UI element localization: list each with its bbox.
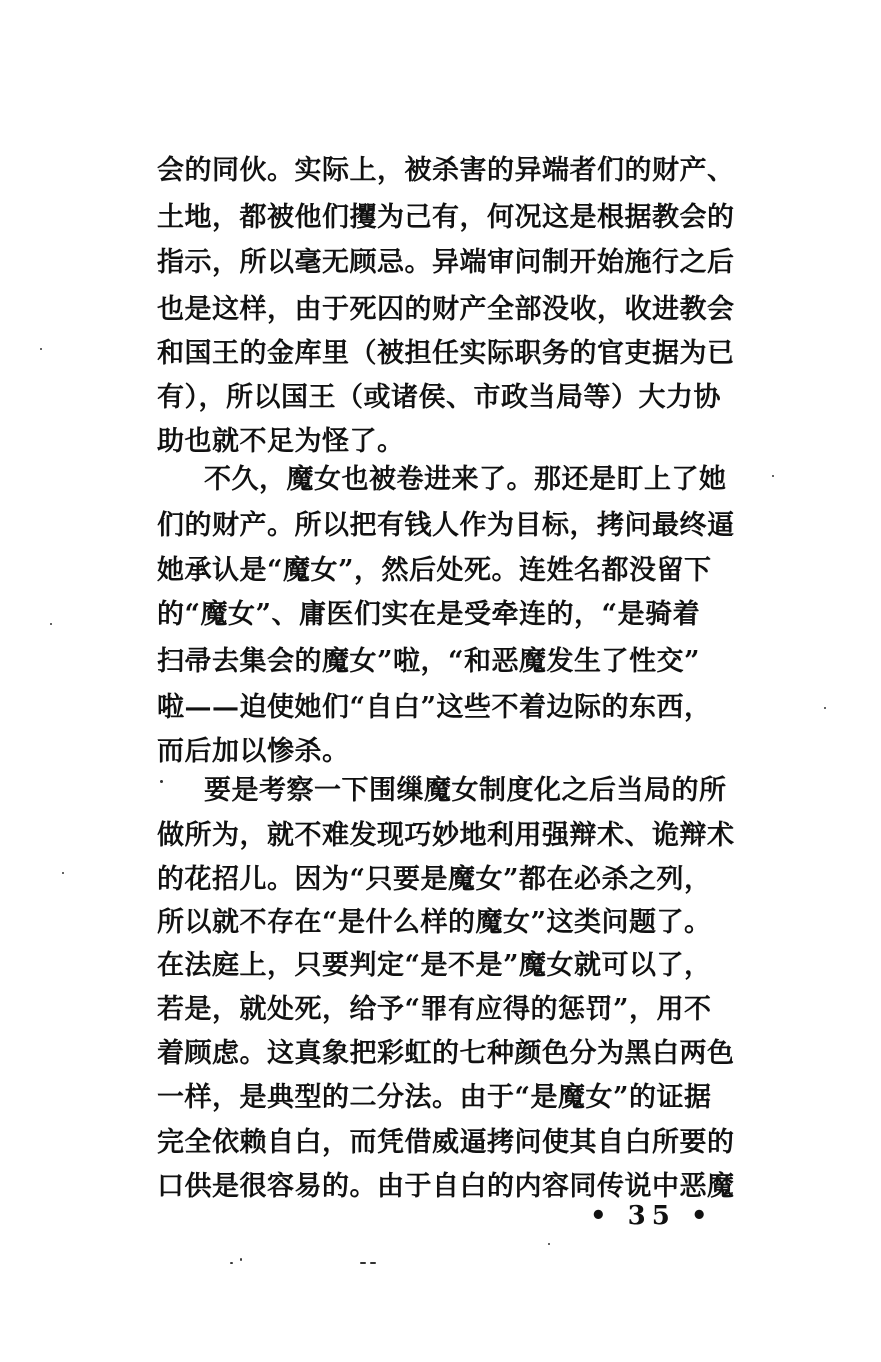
page-number: • 35 • [590,1201,714,1231]
text-line: 啦——迫使她们“自白”这些不着边际的东西， [157,692,712,723]
scan-speck [548,1243,550,1245]
text-line: 所以就不存在“是什么样的魔女”这类问题了。 [157,907,712,938]
scan-speck [62,872,64,874]
scan-speck [230,1262,233,1264]
text-line: 而后加以惨杀。 [157,736,350,767]
text-line: 也是这样，由于死囚的财产全部没收，收进教会 [157,294,735,325]
scan-speck [370,1262,376,1264]
text-line: 她承认是“魔女”，然后处死。连姓名都没留下 [157,555,712,586]
text-line: 有），所以国王（或诸侯、市政当局等）大力协 [157,382,721,413]
scan-speck [824,707,826,709]
text-line: 指示，所以毫无顾忌。异端审问制开始施行之后 [157,247,735,278]
text-line: 和国王的金库里（被担任实际职务的官吏据为已 [157,338,735,369]
text-line: 不久，魔女也被卷进来了。那还是盯上了她 [204,464,727,495]
scan-speck [50,623,52,625]
text-line: 扫帚去集会的魔女”啦，“和恶魔发生了性交” [157,646,701,677]
text-line: 会的同伙。实际上，被杀害的异端者们的财产、 [157,155,735,186]
text-line: 一样，是典型的二分法。由于“是魔女”的证据 [157,1082,712,1113]
text-line: 若是，就处死，给予“罪有应得的惩罚”，用不 [157,994,712,1025]
text-line: 在法庭上，只要判定“是不是”魔女就可以了， [157,950,712,981]
scan-speck [160,780,163,783]
text-line: 的花招儿。因为“只要是魔女”都在必杀之列， [157,864,712,895]
text-line: 土地，都被他们攫为己有，何况这是根据教会的 [157,202,735,233]
scan-speck [40,348,42,350]
text-line: 完全依赖自白，而凭借威逼拷问使其自白所要的 [157,1127,735,1158]
scan-speck [360,1262,366,1264]
text-line: 的“魔女”、庸医们实在是受牵连的，“是骑着 [157,599,701,630]
scan-speck [772,475,774,477]
scan-speck [240,1258,242,1261]
text-line: 们的财产。所以把有钱人作为目标，拷问最终逼 [157,510,735,541]
text-line: 做所为，就不难发现巧妙地利用强辩术、诡辩术 [157,820,735,851]
text-line: 要是考察一下围缫魔女制度化之后当局的所 [204,775,727,806]
text-line: 口供是很容易的。由于自白的内容同传说中恶魔 [157,1171,735,1202]
text-line: 助也就不足为怪了。 [157,426,405,457]
text-line: 着顾虑。这真象把彩虹的七种颜色分为黑白两色 [157,1038,735,1069]
